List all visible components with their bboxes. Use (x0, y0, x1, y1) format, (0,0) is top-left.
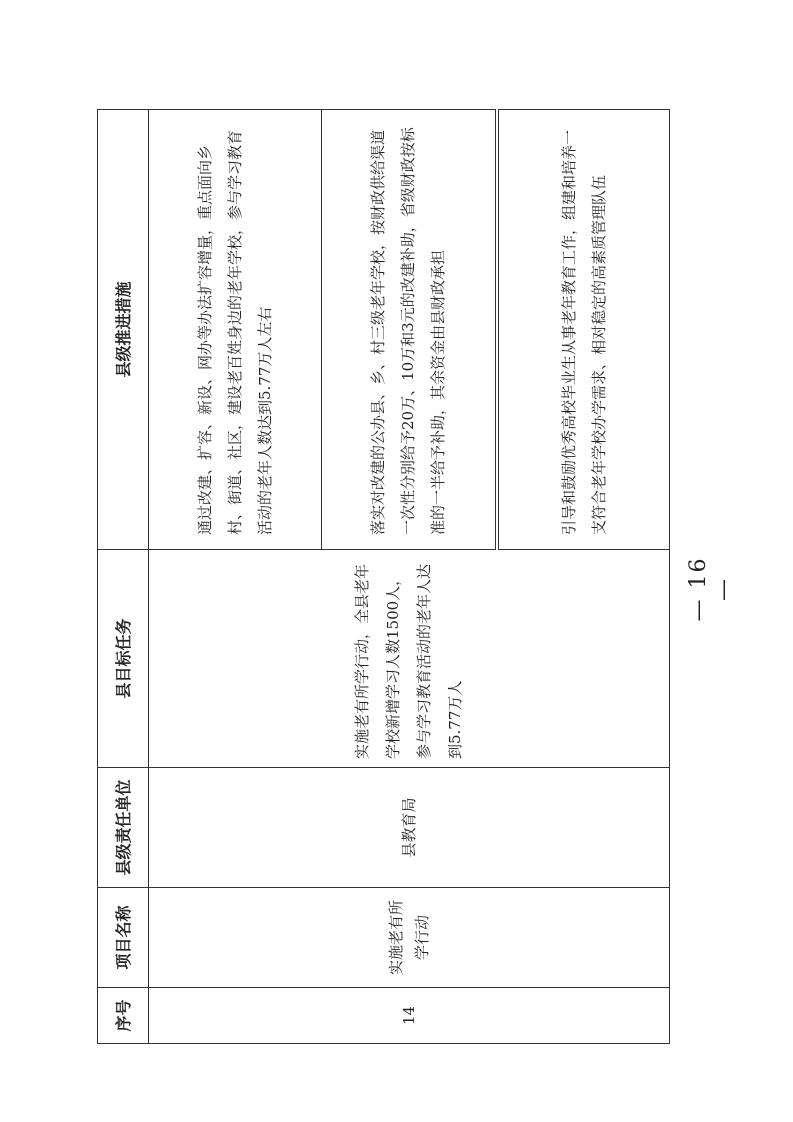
cell-measure-2: 落实对改建的公办县、乡、村三级老年学校，按财政供给渠道一次性分别给予20万、10万和3元的改建补助，省级财政按标准的一半给予补助，其余资金由县财政承担 (322, 110, 497, 550)
cell-name: 实施老有所学行动 (149, 888, 670, 988)
task-table (97, 109, 670, 1044)
header-measures: 县级推进措施 (98, 110, 149, 550)
header-name: 项目名称 (98, 888, 149, 988)
page-number: — 16 — (686, 556, 736, 622)
cell-target: 实施老有所学行动，全县老年学校新增学习人数1500人，参与学习教育活动的老年人达到5.77万人 (149, 550, 670, 768)
cell-measure-3: 引导和鼓励优秀高校毕业生从事老年教育工作，组建和培养一支符合老年学校办学需求、相对稳定的高素质管理队伍 (497, 110, 670, 550)
cell-measure-1: 通过改建、扩容、新设、网办等办法扩容增量，重点面向乡村、街道、社区，建设老百姓身边的老年学校，参与学习教育活动的老年人数达到5.77万人左右 (149, 110, 322, 550)
cell-unit: 县教育局 (149, 768, 670, 888)
header-target: 县目标任务 (98, 550, 149, 768)
cell-seq: 14 (149, 988, 670, 1044)
table-header-row (98, 110, 149, 1044)
header-unit: 县级责任单位 (98, 768, 149, 888)
table-row (149, 110, 322, 1044)
header-seq: 序号 (98, 988, 149, 1044)
